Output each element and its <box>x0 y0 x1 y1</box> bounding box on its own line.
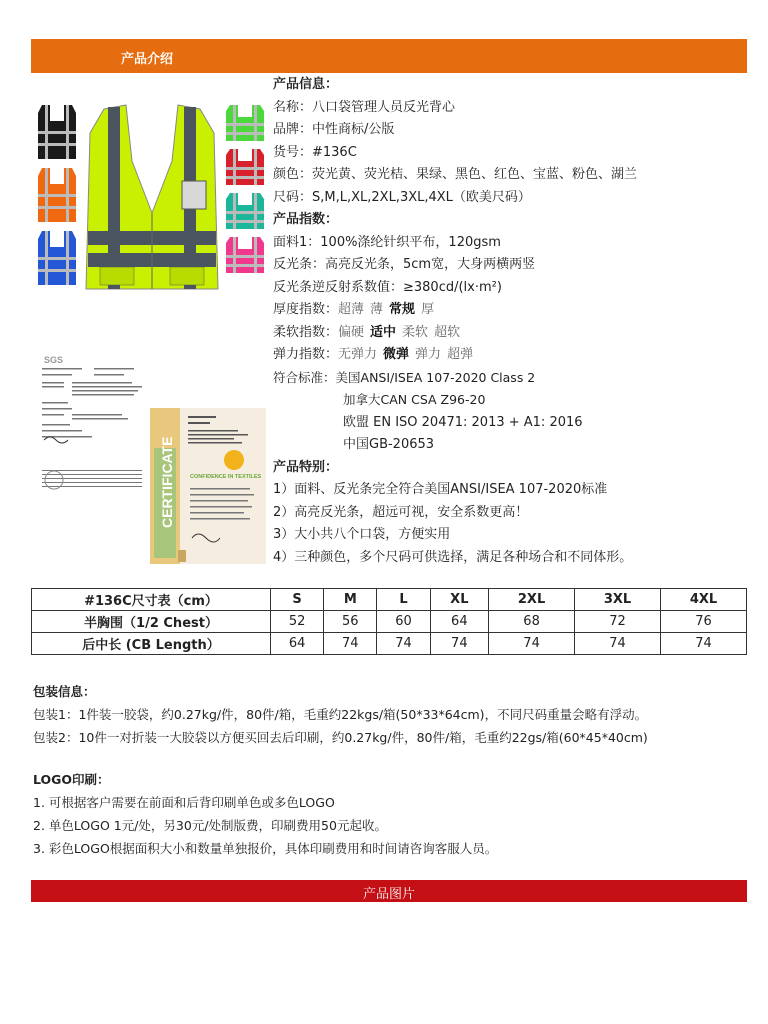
thickness-option: 厚 <box>421 302 435 317</box>
reflective-coefficient: 反光条逆反射系数值：≥380cd/(lx·m²) <box>273 279 502 295</box>
packing-heading: 包装信息： <box>33 684 96 699</box>
elasticity-option: 弹力 <box>415 347 442 362</box>
vest-pink-image <box>224 235 266 275</box>
thickness-option: 超薄 <box>338 302 365 317</box>
product-info-heading: 产品信息： <box>273 77 339 92</box>
product-item-no: 货号：#136C <box>273 144 357 160</box>
header-bar <box>31 39 747 73</box>
oeko-label: CONFIDENCE IN TEXTILES <box>190 474 262 480</box>
table-cell: 64 <box>430 611 489 633</box>
vest-green-image <box>224 103 266 143</box>
table-cell: 52 <box>271 611 324 633</box>
logo-print-heading: LOGO印刷： <box>33 772 110 787</box>
product-brand: 品牌：中性商标/公版 <box>273 122 395 137</box>
sgs-label: SGS <box>44 355 64 365</box>
logo-print-line: 3. 彩色LOGO根据面积大小和数量单独报价，具体印刷费用和时间请咨询客服人员。 <box>33 841 498 856</box>
table-cell: 74 <box>377 633 430 655</box>
certificate-image <box>150 408 266 564</box>
softness-option: 超软 <box>434 324 461 340</box>
size-table-header <box>32 589 747 611</box>
softness-index <box>273 322 743 345</box>
product-info-section <box>273 74 743 569</box>
thickness-label: 厚度指数： <box>273 302 339 317</box>
vest-blue-image <box>36 229 78 287</box>
table-row <box>32 611 747 633</box>
table-cell: 74 <box>430 633 489 655</box>
size-col-header: XL <box>430 589 489 611</box>
row-label: 后中长 (CB Length） <box>32 633 271 655</box>
table-cell: 60 <box>377 611 430 633</box>
standard-item: 加拿大CAN CSA Z96-20 <box>343 392 486 407</box>
table-cell: 64 <box>271 633 324 655</box>
table-cell: 74 <box>324 633 377 655</box>
vest-black-image <box>36 103 78 161</box>
size-col-header: 3XL <box>575 589 661 611</box>
table-cell: 56 <box>324 611 377 633</box>
elasticity-option: 无弹力 <box>338 347 378 362</box>
certificate-label: CERTIFICATE <box>159 436 175 528</box>
reflective-strip-info: 反光条：高亮反光条，5cm宽，大身两横两竖 <box>273 257 536 272</box>
logo-print-line: 2. 单色LOGO 1元/处，另30元/处制版费，印刷费用50元起收。 <box>33 818 387 833</box>
elasticity-index <box>273 344 743 367</box>
table-cell: 74 <box>661 633 747 655</box>
vest-orange-image <box>36 166 78 224</box>
product-images-title: 产品图片 <box>362 887 415 902</box>
thickness-option: 薄 <box>370 302 384 317</box>
table-row <box>32 633 747 655</box>
thickness-index <box>273 299 743 322</box>
standards-line <box>273 367 743 390</box>
header-title: 产品介绍 <box>121 52 174 67</box>
vest-main-image <box>82 103 222 293</box>
softness-label: 柔软指数： <box>273 324 339 340</box>
vest-teal-image <box>224 191 266 231</box>
size-col-header: M <box>324 589 377 611</box>
table-cell: 76 <box>661 611 747 633</box>
elasticity-option-selected: 微弹 <box>383 347 410 362</box>
product-images-bar <box>31 880 747 902</box>
row-label: 半胸围（1/2 Chest） <box>32 611 271 633</box>
product-sizes: 尺码：S,M,L,XL,2XL,3XL,4XL（欧美尺码） <box>273 189 531 205</box>
table-cell: 68 <box>489 611 575 633</box>
size-col-header: S <box>271 589 324 611</box>
size-col-header: L <box>377 589 430 611</box>
size-table-title: #136C尺寸表（cm） <box>32 589 271 611</box>
size-col-header: 4XL <box>661 589 747 611</box>
standard-item: 中国GB-20653 <box>343 437 435 452</box>
thickness-option-selected: 常规 <box>389 302 416 317</box>
elasticity-option: 超弹 <box>447 347 474 362</box>
size-col-header: 2XL <box>489 589 575 611</box>
standard-item: 欧盟 EN ISO 20471: 2013 + A1: 2016 <box>343 414 583 430</box>
logo-print-section <box>33 768 753 860</box>
softness-option: 偏硬 <box>338 324 365 340</box>
standards-label: 符合标准： <box>273 369 336 385</box>
fabric-info: 面料1：100%涤纶针织平布，120gsm <box>273 234 501 250</box>
elasticity-label: 弹力指数： <box>273 347 339 362</box>
softness-option-selected: 适中 <box>370 324 397 340</box>
product-name: 名称：八口袋管理人员反光背心 <box>273 99 456 115</box>
logo-print-line: 1. 可根据客户需要在前面和后背印刷单色或多色LOGO <box>33 795 335 810</box>
vest-red-image <box>224 147 266 187</box>
table-cell: 74 <box>489 633 575 655</box>
size-table <box>31 588 747 655</box>
product-colors: 颜色：荧光黄、荧光桔、果绿、黑色、红色、宝蓝、粉色、湖兰 <box>273 167 638 182</box>
features-heading: 产品特别： <box>273 459 339 475</box>
packing-section <box>33 680 753 749</box>
table-cell: 72 <box>575 611 661 633</box>
feature-item: 2）高亮反光条，超远可视，安全系数更高！ <box>273 504 529 520</box>
packing-line: 包装2：10件一对折装一大胶袋以方便买回去后印刷，约0.27kg/件，80件/箱，毛重约22gs/箱(60*45*40cm) <box>33 730 648 745</box>
product-index-heading: 产品指数： <box>273 212 339 227</box>
feature-item: 3）大小共八个口袋，方便实用 <box>273 527 451 542</box>
feature-item: 4）三种颜色，多个尺码可供选择，满足各种场合和不同体形。 <box>273 549 633 565</box>
packing-line: 包装1：1件装一胶袋，约0.27kg/件，80件/箱，毛重约22kgs/箱(50*33*64cm)，不同尺码重量会略有浮动。 <box>33 707 648 722</box>
sgs-report-image <box>34 350 152 502</box>
table-cell: 74 <box>575 633 661 655</box>
feature-item: 1）面料、反光条完全符合美国ANSI/ISEA 107-2020标准 <box>273 482 608 497</box>
standard-item: 美国ANSI/ISEA 107-2020 Class 2 <box>335 369 536 385</box>
softness-option: 柔软 <box>402 324 429 340</box>
